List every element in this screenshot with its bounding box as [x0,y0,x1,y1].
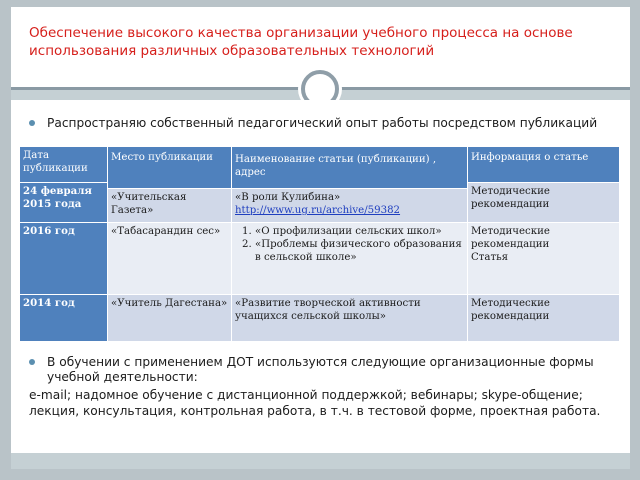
row-1-place: «Учительская Газета» [108,189,232,223]
row-3-info: Методические рекомендации [468,295,620,342]
slide [11,7,630,469]
list-item: 2. «Проблемы физического образования в сельской школе» [255,238,464,264]
row-2-info [468,223,620,295]
bottom-bar [11,453,630,469]
forms-line-2: лекция, консультация, контрольная работа, в т.ч. в тестовой форме, проектная работа. [29,404,601,418]
header-date: Дата публикации [20,147,108,183]
row-2-info-type: Статья [471,252,509,263]
header-info [468,147,620,183]
bullet-icon [29,359,35,365]
row-2-place: «Табасарандин сес» [108,223,232,295]
row-2-info-text: Методические рекомендации [471,226,550,250]
bullet-publications [29,116,614,131]
bullet-text: Распространяю собственный педагогический опыт работы посредством публикаций [47,116,598,130]
header-place [108,147,232,189]
row-2-article-list [235,225,464,264]
header-article [232,147,468,189]
content-area [11,100,630,453]
header-place-text: Место публикации [111,152,213,163]
bullet-text: В обучении с применением ДОТ используются следующие организационные формы учебной деятельности: [47,355,594,384]
header-article-text: Наименование статьи (публикации) , адрес [235,154,437,178]
bullet-dot-forms [29,355,614,385]
row-2-article [232,223,468,295]
row-1-article-link[interactable]: http://www.ug.ru/archive/59382 [235,205,401,216]
row-2-date: 2016 год [20,223,108,295]
slide-title: Обеспечение высокого качества организации учебного процесса на основе использования различных образовательных технологий [29,25,573,59]
forms-line-1: e-mail; надомное обучение с дистанционной поддержкой; вебинары; skype-общение; [29,388,583,402]
row-3-date: 2014 год [20,295,108,342]
header-info-text: Информация о статье [471,152,589,163]
row-1-info: Методические рекомендации [468,183,620,223]
bullet-icon [29,120,35,126]
row-1-article-title: «В роли Кулибина» [235,192,341,203]
publications-table [19,146,619,341]
row-1-article [232,189,468,223]
row-1-date: 24 февраля 2015 года [20,183,108,223]
row-3-place: «Учитель Дагестана» [108,295,232,342]
row-3-article: «Развитие творческой активности учащихся сельской школы» [232,295,468,342]
list-item: 1. «О профилизации сельских школ» [255,225,464,238]
